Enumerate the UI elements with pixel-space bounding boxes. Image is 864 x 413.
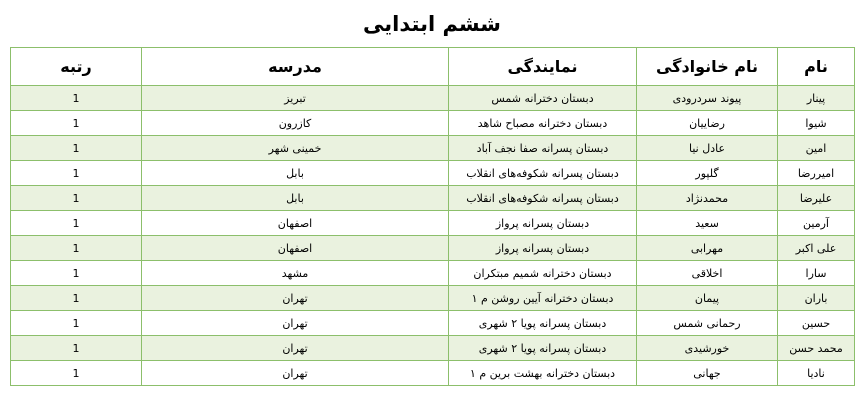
cell-family: پیمان <box>637 286 778 311</box>
cell-school: تبریز <box>142 86 449 111</box>
cell-agency: دبستان دخترانه آیین روشن م ۱ <box>449 286 637 311</box>
header-school: مدرسه <box>142 48 449 86</box>
cell-family: رحمانی شمس <box>637 311 778 336</box>
cell-agency: دبستان دخترانه بهشت برین م ۱ <box>449 361 637 386</box>
cell-agency: دبستان پسرانه پرواز <box>449 236 637 261</box>
table-row <box>11 161 855 186</box>
cell-school: بابل <box>142 161 449 186</box>
cell-school: تهران <box>142 286 449 311</box>
cell-name: علی اکبر <box>778 236 855 261</box>
table-row <box>11 186 855 211</box>
cell-name: امین <box>778 136 855 161</box>
cell-agency: دبستان پسرانه پویا ۲ شهری <box>449 336 637 361</box>
cell-rank: 1 <box>11 236 142 261</box>
cell-family: گلپور <box>637 161 778 186</box>
cell-rank: 1 <box>11 261 142 286</box>
cell-rank: 1 <box>11 311 142 336</box>
cell-school: خمینی شهر <box>142 136 449 161</box>
header-rank: رتبه <box>11 48 142 86</box>
cell-rank: 1 <box>11 161 142 186</box>
cell-rank: 1 <box>11 336 142 361</box>
cell-name: امیررضا <box>778 161 855 186</box>
cell-name: نادیا <box>778 361 855 386</box>
header-agency: نمایندگی <box>449 48 637 86</box>
cell-rank: 1 <box>11 136 142 161</box>
ranking-table <box>10 47 855 386</box>
table-row <box>11 361 855 386</box>
cell-name: پینار <box>778 86 855 111</box>
cell-agency: دبستان پسرانه پویا ۲ شهری <box>449 311 637 336</box>
table-row <box>11 286 855 311</box>
cell-name: حسین <box>778 311 855 336</box>
cell-name: آرمین <box>778 211 855 236</box>
cell-name: علیرضا <box>778 186 855 211</box>
cell-agency: دبستان پسرانه صفا نجف آباد <box>449 136 637 161</box>
cell-family: رضاییان <box>637 111 778 136</box>
table-row <box>11 211 855 236</box>
cell-rank: 1 <box>11 361 142 386</box>
table-row <box>11 111 855 136</box>
cell-family: جهانی <box>637 361 778 386</box>
cell-school: کازرون <box>142 111 449 136</box>
cell-family: عادل نیا <box>637 136 778 161</box>
cell-name: سارا <box>778 261 855 286</box>
cell-rank: 1 <box>11 111 142 136</box>
cell-family: سعید <box>637 211 778 236</box>
table-row <box>11 311 855 336</box>
header-family: نام خانوادگی <box>637 48 778 86</box>
cell-family: خورشیدی <box>637 336 778 361</box>
table-row <box>11 336 855 361</box>
cell-agency: دبستان پسرانه شکوفه‌های انقلاب <box>449 161 637 186</box>
cell-family: پیوند سردرودی <box>637 86 778 111</box>
cell-school: اصفهان <box>142 236 449 261</box>
cell-family: مهرابی <box>637 236 778 261</box>
cell-rank: 1 <box>11 186 142 211</box>
table-row <box>11 236 855 261</box>
cell-school: بابل <box>142 186 449 211</box>
table-row <box>11 136 855 161</box>
header-name: نام <box>778 48 855 86</box>
page-title: ششم ابتدایی <box>363 12 501 36</box>
table-row <box>11 86 855 111</box>
cell-family: اخلاقی <box>637 261 778 286</box>
cell-agency: دبستان دخترانه مصباح شاهد <box>449 111 637 136</box>
cell-agency: دبستان پسرانه شکوفه‌های انقلاب <box>449 186 637 211</box>
cell-family: محمدنژاد <box>637 186 778 211</box>
table-row <box>11 261 855 286</box>
cell-school: تهران <box>142 361 449 386</box>
cell-name: شیوا <box>778 111 855 136</box>
cell-rank: 1 <box>11 86 142 111</box>
cell-agency: دبستان پسرانه پرواز <box>449 211 637 236</box>
cell-name: محمد حسن <box>778 336 855 361</box>
cell-school: تهران <box>142 311 449 336</box>
header-row <box>11 48 855 86</box>
cell-agency: دبستان دخترانه شمیم مبتکران <box>449 261 637 286</box>
cell-agency: دبستان دخترانه شمس <box>449 86 637 111</box>
cell-school: اصفهان <box>142 211 449 236</box>
cell-school: مشهد <box>142 261 449 286</box>
cell-name: باران <box>778 286 855 311</box>
cell-school: تهران <box>142 336 449 361</box>
cell-rank: 1 <box>11 286 142 311</box>
cell-rank: 1 <box>11 211 142 236</box>
